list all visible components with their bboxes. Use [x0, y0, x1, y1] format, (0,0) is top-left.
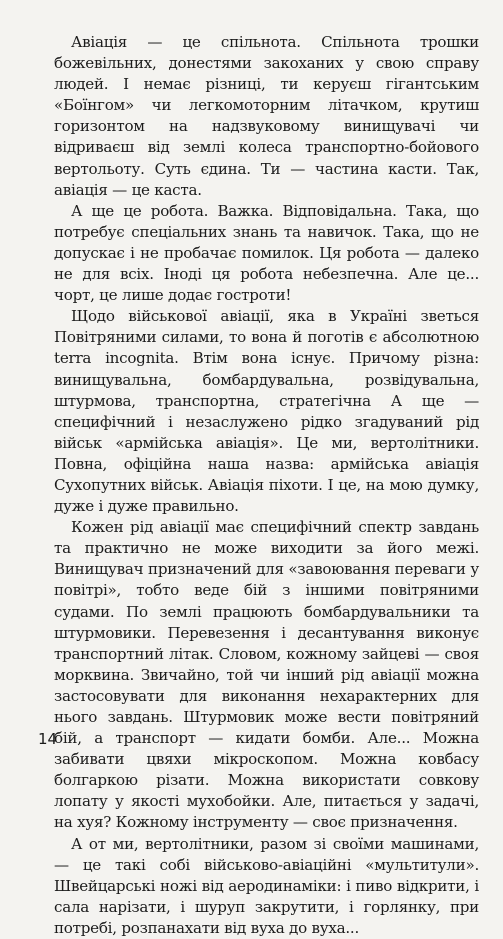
page-number: 14 — [38, 730, 58, 748]
paragraph-2: А ще це робота. Важка. Відповідальна. Така, що потребує спеціальних знань та навичок. Така, що не допускає і не пробачає помилок. Ця робота — далеко не для всіх. Іноді ця робота небезпечна. Але це... чорт, це лише додає гостроти! — [54, 201, 479, 305]
paragraph-3: Щодо військової авіації, яка в Україні зветься Повітряними силами, то вона й поготів є абсолютною terra incognita. Втім вона існує. Причому різна: винищувальна, бомбардувальна, розвідувальна, штурмова, транспортна, стратегічна А ще — специфічний і незаслужено рідко згадуваний рід військ «армійська авіація». Це ми, вертолітники. Повна, офіційна наша назва: армійська авіація Сухопутних військ. Авіація піхоти. І це, на мою думку, дуже і дуже правильно. — [54, 307, 479, 516]
paragraph-4: Кожен рід авіації має специфічний спектр завдань та практично не може виходити за його межі. Винищувач призначений для «завоювання переваги у повітрі», тобто веде бій з іншими повітряними судами. По землі працюють бомбардувальники та штурмовики. Перевезення і десантування виконує транспортний літак. Словом, кожному зайцеві — своя морквина. Звичайно, той чи інший рід авіації можна застосовувати для виконання нехарактерних для нього завдань. Штурмовик може вести повітряний бій, а транспорт — кидати бомби. Але... Можна забивати цвяхи мікроскопом. Можна ковбасу болгаркою різати. Можна використати совкову лопату у якості мухобойки. Але, питається у задачі, на хуя? Кожному інструменту — своє призначення. — [54, 518, 479, 832]
page-text — [54, 32, 479, 939]
paragraph-5: А от ми, вертолітники, разом зі своїми машинами, — це такі собі військово-авіаційні «мультитули». Швейцарські ножі від аеродинаміки: і пиво відкрити, і сала нарізати, і шуруп закрутити, і горлянку, при потребі, розпанахати від вуха до вуха... — [54, 834, 479, 937]
paragraph-1: Авіація — це спільнота. Спільнота трошки божевільних, дoнестями закоханих у свою справу людей. І немає різниці, ти керуєш гігантським «Боїнгом» чи легкомоторним літачком, крутиш горизонтом на надзвуковому винищувачі чи відриваєш від землі колеса транспортно-бойового вертольоту. Суть єдина. Ти — частина касти. Так, авіація — це каста. — [54, 33, 479, 199]
